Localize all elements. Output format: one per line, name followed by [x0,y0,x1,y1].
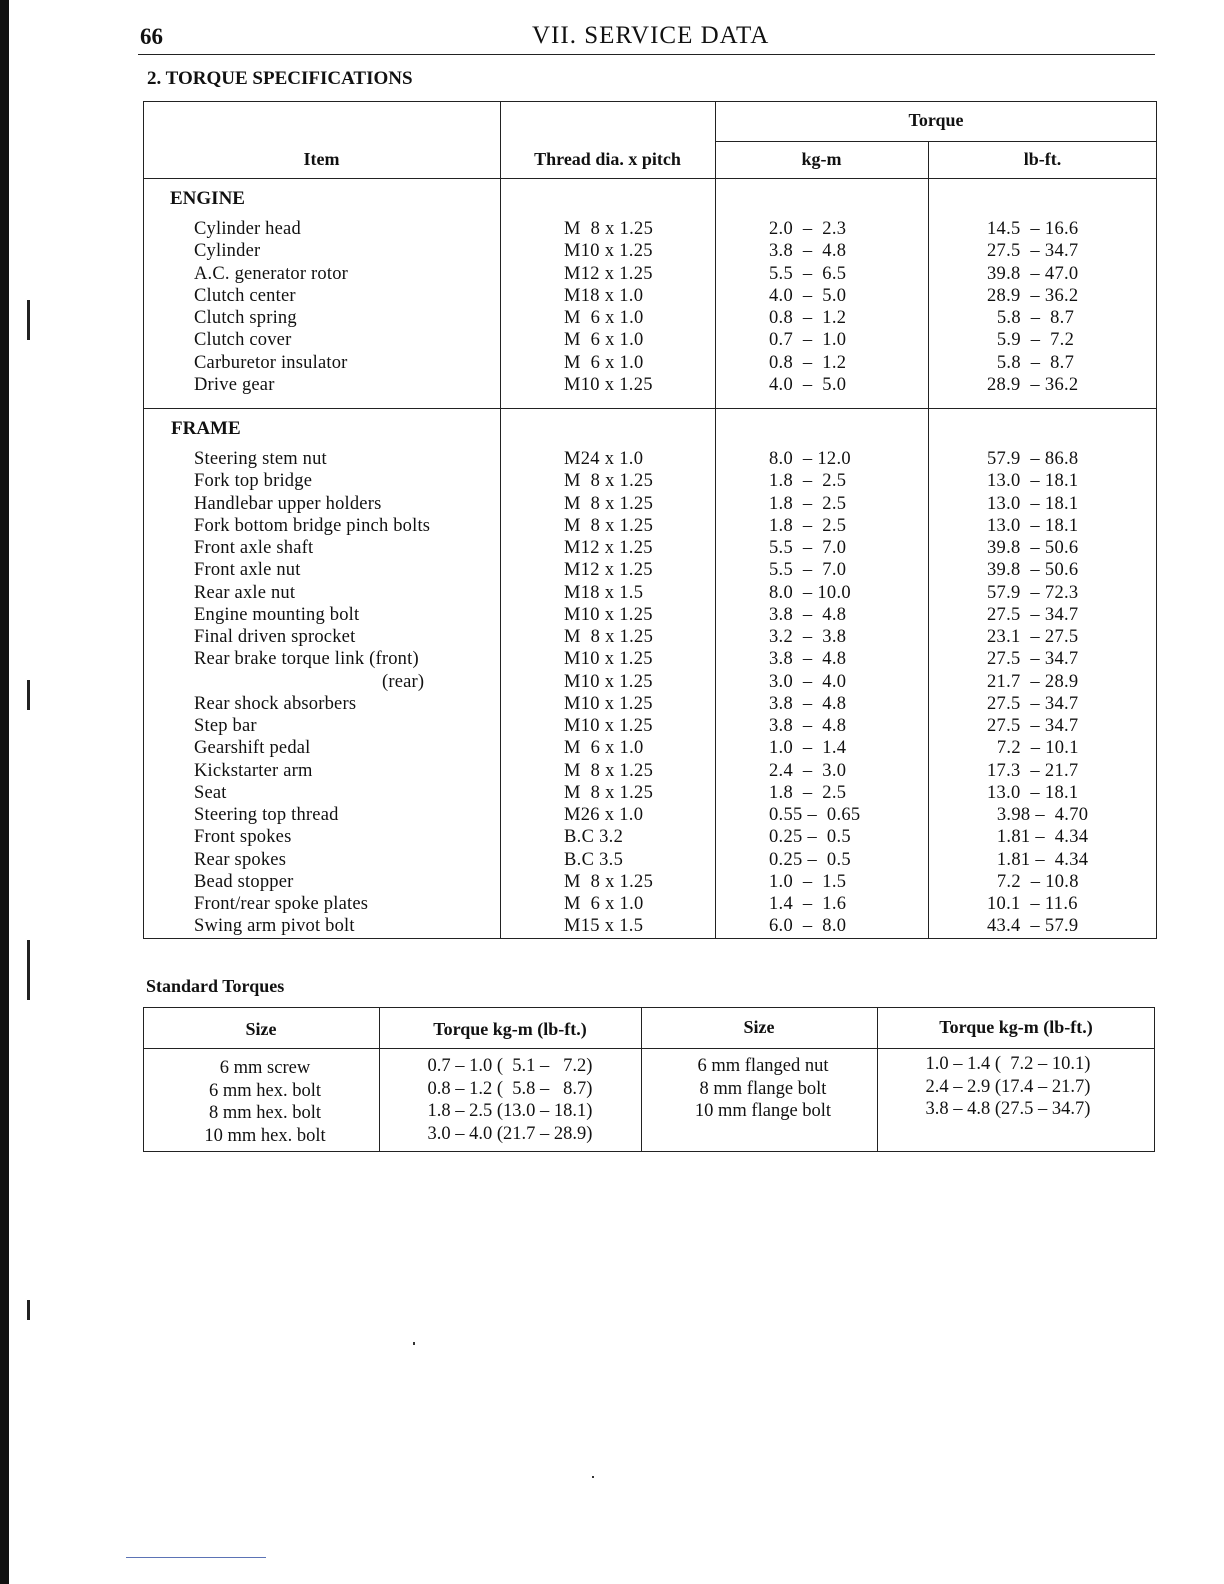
engine-items [194,218,348,396]
header-divider [715,141,1157,142]
table-cell: Clutch cover [194,330,292,351]
page-binding-edge [0,0,30,1584]
table-cell: 23.1 – 27.5 [987,627,1079,647]
table-cell: 1.8 – 2.5 [769,471,847,492]
frame-items [194,448,430,938]
table-cell: 57.9 – 86.8 [987,449,1079,469]
table-cell: 13.0 – 18.1 [987,493,1079,514]
table-cell: 3.8 – 4.8 [769,649,847,670]
table-cell: Step bar [194,716,257,736]
table-cell: 10 mm hex. bolt [204,1125,326,1146]
table-cell: M 6 x 1.0 [564,894,644,914]
table-cell: 28.9 – 36.2 [987,285,1079,306]
table-cell: 3.2 – 3.8 [769,627,847,647]
table-cell: Rear shock absorbers [194,693,357,714]
table-cell: 1.8 – 2.5 [769,493,847,514]
table-cell: M18 x 1.5 [564,582,644,603]
table-cell: 6 mm screw [219,1058,311,1078]
column-header-size: Size [245,1019,277,1039]
table-cell: 8 mm hex. bolt [208,1103,322,1123]
table-cell: 0.8 – 1.2 [769,308,847,328]
table-cell: Clutch center [194,285,296,306]
table-cell: M26 x 1.0 [564,805,644,825]
table-cell: 0.25 – 0.5 [769,827,851,848]
table-cell: Steering stem nut [194,449,327,469]
table-cell: M12 x 1.25 [564,538,653,558]
table-cell: Bead stopper [194,871,294,892]
binding-mark [27,940,30,1000]
table-cell: B.C 3.2 [564,827,624,848]
engine-kgm-values [769,218,846,396]
table-cell: M18 x 1.0 [564,285,644,306]
table-cell: 13.0 – 18.1 [987,782,1079,803]
column-header-lbft: lb-ft. [1023,149,1062,169]
footer-rule [126,1557,266,1558]
scan-speck [592,1476,594,1478]
section-divider [143,408,1157,409]
table-cell: M10 x 1.25 [564,671,653,692]
standard-right-sizes [641,1055,885,1123]
column-header-thread: Thread dia. x pitch [534,149,681,169]
table-cell: 43.4 – 57.9 [987,916,1079,937]
binding-shadow [0,0,9,1584]
table-cell: 0.55 – 0.65 [769,805,861,825]
table-cell: 39.8 – 47.0 [987,263,1079,284]
table-cell: Rear spokes [194,849,287,870]
table-cell: Fork top bridge [194,471,313,492]
table-cell: Seat [194,782,227,803]
table-cell: 1.8 – 2.5 [769,782,847,803]
running-head: VII. SERVICE DATA [532,22,770,49]
engine-lbft-values [987,218,1078,396]
table-cell: M 8 x 1.25 [564,515,654,536]
table-cell: 27.5 – 34.7 [987,716,1079,736]
column-divider [500,101,501,939]
table-cell: 3.8 – 4.8 [769,241,847,262]
table-cell: 5.5 – 6.5 [769,263,847,284]
table-cell: Engine mounting bolt [194,604,360,625]
table-cell: 1.8 – 2.5 (13.0 – 18.1) [427,1101,593,1121]
table-cell: 13.0 – 18.1 [987,515,1079,536]
table-cell: M 8 x 1.25 [564,760,654,781]
table-cell: 27.5 – 34.7 [987,604,1079,625]
table-cell: 2.0 – 2.3 [769,219,847,239]
binding-mark [27,680,30,710]
table-cell: M 8 x 1.25 [564,782,654,803]
table-cell: Front spokes [194,827,292,848]
table-cell: 1.0 – 1.4 ( 7.2 – 10.1) [925,1054,1091,1074]
table-cell: 27.5 – 34.7 [987,649,1079,670]
frame-kgm-values [769,448,860,938]
table-cell: Clutch spring [194,308,297,328]
table-cell: A.C. generator rotor [194,263,349,284]
table-cell: M12 x 1.25 [564,263,653,284]
table-cell: 28.9 – 36.2 [987,374,1079,395]
table-cell: Gearshift pedal [194,738,311,759]
section-title: 2. TORQUE SPECIFICATIONS [147,68,413,89]
header-rule [138,54,1155,55]
table-cell: M 8 x 1.25 [564,471,654,492]
table-cell: 0.8 – 1.2 [769,352,847,373]
table-cell: 8.0 – 12.0 [769,449,851,469]
binding-mark [27,1300,30,1320]
table-cell: 27.5 – 34.7 [987,693,1079,714]
table-cell: M10 x 1.25 [564,241,653,262]
table-cell: Front/rear spoke plates [194,894,369,914]
table-cell: 3.0 – 4.0 [769,671,847,692]
table-cell: 5.9 – 7.2 [987,330,1075,351]
table-cell: 39.8 – 50.6 [987,538,1079,558]
column-divider [928,141,929,939]
frame-lbft-values [987,448,1088,938]
table-cell: 5.5 – 7.0 [769,560,847,581]
table-cell: Fork bottom bridge pinch bolts [194,515,431,536]
table-cell: 1.81 – 4.34 [987,827,1089,848]
table-cell: M 6 x 1.0 [564,738,644,759]
table-cell: 6 mm flanged nut [697,1056,829,1076]
page-number: 66 [140,24,163,49]
table-cell: 2.4 – 3.0 [769,760,847,781]
table-cell: 5.5 – 7.0 [769,538,847,558]
table-cell: M 6 x 1.0 [564,352,644,373]
standard-torques-title: Standard Torques [146,976,285,996]
table-cell: 27.5 – 34.7 [987,241,1079,262]
table-cell: Steering top thread [194,805,339,825]
table-cell: M10 x 1.25 [564,374,653,395]
table-cell: 0.8 – 1.2 ( 5.8 – 8.7) [427,1078,593,1099]
table-cell: M 6 x 1.0 [564,308,644,328]
header-divider [143,178,1157,179]
table-cell: 17.3 – 21.7 [987,760,1079,781]
table-cell: 7.2 – 10.1 [987,738,1079,759]
column-divider [715,101,716,939]
table-cell: Drive gear [194,374,275,395]
table-cell: 57.9 – 72.3 [987,582,1079,603]
table-cell: 4.0 – 5.0 [769,374,847,395]
table-cell: 6 mm hex. bolt [208,1080,322,1101]
table-cell: 39.8 – 50.6 [987,560,1079,581]
table-cell: Kickstarter arm [194,760,313,781]
table-cell: 8 mm flange bolt [699,1078,827,1099]
table-cell: B.C 3.5 [564,849,624,870]
table-cell: Front axle shaft [194,538,314,558]
table-cell: M 6 x 1.0 [564,330,644,351]
table-cell: 14.5 – 16.6 [987,219,1079,239]
table-cell: Rear axle nut [194,582,296,603]
header-divider [143,1048,1155,1049]
table-cell: 0.25 – 0.5 [769,849,851,870]
table-cell: 3.8 – 4.8 [769,693,847,714]
frame-threads [564,448,653,938]
table-cell: M10 x 1.25 [564,649,653,670]
table-cell: Cylinder head [194,219,301,239]
table-cell: M 8 x 1.25 [564,493,654,514]
table-cell: 3.98 – 4.70 [987,805,1089,825]
standard-left-sizes [143,1057,387,1147]
table-cell: 6.0 – 8.0 [769,916,847,937]
standard-left-torques [379,1055,641,1145]
table-cell: M15 x 1.5 [564,916,644,937]
table-cell: 10 mm flange bolt [694,1101,832,1121]
table-cell: M12 x 1.25 [564,560,653,581]
table-cell: 4.0 – 5.0 [769,285,847,306]
table-cell: 1.81 – 4.34 [987,849,1089,870]
binding-mark [27,300,30,340]
table-cell: Cylinder [194,241,261,262]
table-cell: 1.0 – 1.4 [769,738,847,759]
section-label-frame: FRAME [171,418,241,439]
table-cell: 3.0 – 4.0 (21.7 – 28.9) [427,1123,593,1144]
table-cell: 13.0 – 18.1 [987,471,1079,492]
table-cell: Handlebar upper holders [194,493,382,514]
table-cell: 1.4 – 1.6 [769,894,847,914]
table-cell: M 8 x 1.25 [564,871,654,892]
section-label-engine: ENGINE [170,188,245,209]
column-header-item: Item [303,149,340,169]
column-header-kgm: kg-m [801,149,842,169]
table-cell: Swing arm pivot bolt [194,916,355,937]
table-cell: M 8 x 1.25 [564,219,654,239]
engine-threads [564,218,653,396]
table-cell: 10.1 – 11.6 [987,894,1078,914]
column-header-size: Size [743,1017,775,1037]
table-cell: Rear brake torque link (front) [194,649,419,670]
table-cell: 0.7 – 1.0 [769,330,847,351]
table-cell: (rear) [382,671,425,692]
table-cell: 0.7 – 1.0 ( 5.1 – 7.2) [427,1056,593,1076]
table-cell: Carburetor insulator [194,352,348,373]
column-header-torque: Torque kg-m (lb-ft.) [433,1019,587,1039]
table-cell: M10 x 1.25 [564,693,653,714]
column-header-torque: Torque kg-m (lb-ft.) [939,1017,1093,1037]
scan-speck [413,1342,415,1345]
table-cell: Final driven sprocket [194,627,356,647]
table-cell: 3.8 – 4.8 [769,604,847,625]
table-cell: 5.8 – 8.7 [987,352,1075,373]
column-header-torque: Torque [908,110,964,130]
table-cell: 1.0 – 1.5 [769,871,847,892]
table-cell: M10 x 1.25 [564,716,653,736]
table-cell: 7.2 – 10.8 [987,871,1079,892]
table-cell: M 8 x 1.25 [564,627,654,647]
table-cell: M10 x 1.25 [564,604,653,625]
table-cell: 3.8 – 4.8 [769,716,847,736]
table-cell: M24 x 1.0 [564,449,644,469]
table-cell: 5.8 – 8.7 [987,308,1075,328]
table-cell: 21.7 – 28.9 [987,671,1079,692]
table-cell: 3.8 – 4.8 (27.5 – 34.7) [925,1099,1091,1119]
table-cell: 1.8 – 2.5 [769,515,847,536]
table-cell: 2.4 – 2.9 (17.4 – 21.7) [925,1076,1091,1097]
table-cell: Front axle nut [194,560,301,581]
table-cell: 8.0 – 10.0 [769,582,851,603]
standard-right-torques [877,1053,1139,1121]
